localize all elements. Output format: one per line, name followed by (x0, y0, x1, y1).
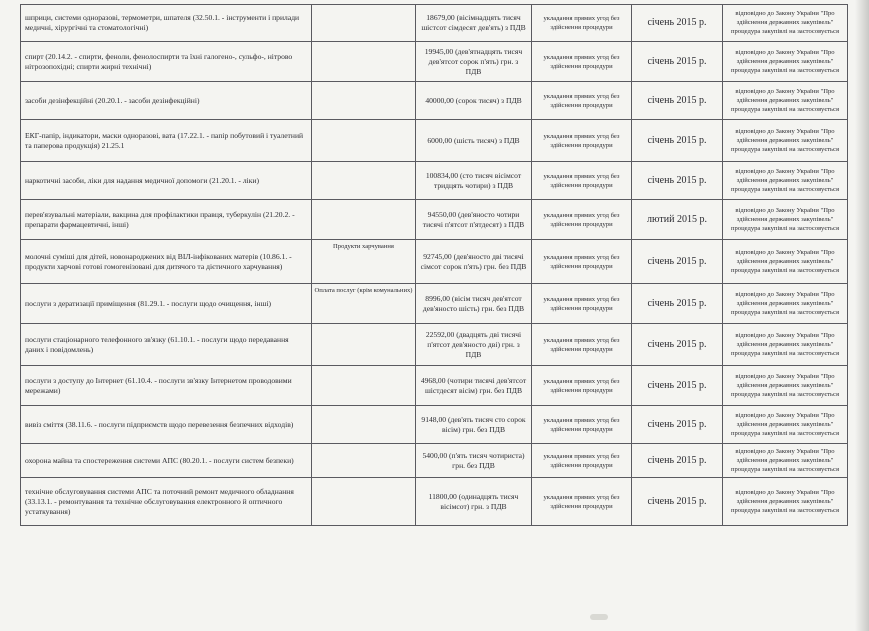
procurement-date: січень 2015 р. (632, 120, 723, 162)
procurement-date: січень 2015 р. (632, 444, 723, 478)
item-description: шприци, системи одноразові, термометри, шпателя (32.50.1. - інструменти і прилади медичні, хірургічні та стоматологічні) (20, 4, 312, 42)
procurement-method: укладання прямих угод без здійснення процедури (532, 478, 632, 526)
expense-group (312, 200, 415, 240)
note: відповідно до Закону України "Про здійснення державних закупівель" процедура закупівлі на застосовується (723, 284, 848, 324)
item-description: послуги з дератизації приміщення (81.29.1. - послуги щодо очищення, інші) (20, 284, 312, 324)
expected-cost: 9148,00 (дев'ять тисяч сто сорок вісім) грн. без ПДВ (415, 406, 532, 444)
table-row (20, 120, 848, 162)
table-row (20, 284, 848, 324)
expense-group: Оплата послуг (крім комунальних) (312, 284, 415, 324)
expected-cost: 100834,00 (сто тисяч вісімсот тридцять чотири) з ПДВ (415, 162, 532, 200)
item-description: засоби дезінфекційні (20.20.1. - засоби дезінфекційні) (20, 82, 312, 120)
table-row (20, 42, 848, 82)
expected-cost: 5400,00 (п'ять тисяч чотириста) грн. без ПДВ (415, 444, 532, 478)
procurement-date: січень 2015 р. (632, 324, 723, 366)
note: відповідно до Закону України "Про здійснення державних закупівель" процедура закупівлі на застосовується (723, 366, 848, 406)
item-description: ЕКГ-папір, індикатори, маски одноразові, вата (17.22.1. - папір побутовий і туалетний та паперова продукція) 21.25.1 (20, 120, 312, 162)
expense-group (312, 366, 415, 406)
procurement-method: укладання прямих угод без здійснення процедури (532, 120, 632, 162)
note: відповідно до Закону України "Про здійснення державних закупівель" процедура закупівлі на застосовується (723, 4, 848, 42)
expense-group (312, 162, 415, 200)
expected-cost: 92745,00 (дев'яносто дві тисячі сімсот сорок п'ять) грн. без ПДВ (415, 240, 532, 284)
scan-smudge (590, 614, 608, 620)
procurement-date: січень 2015 р. (632, 478, 723, 526)
procurement-table (20, 4, 848, 574)
expected-cost: 22592,00 (двадцять дві тисячі п'ятсот дев'яносто дві) грн. з ПДВ (415, 324, 532, 366)
expected-cost: 18679,00 (вісімнадцять тисяч шістсот сімдесят дев'ять) з ПДВ (415, 4, 532, 42)
procurement-date: січень 2015 р. (632, 366, 723, 406)
note: відповідно до Закону України "Про здійснення державних закупівель" процедура закупівлі на застосовується (723, 406, 848, 444)
note: відповідно до Закону України "Про здійснення державних закупівель" процедура закупівлі на застосовується (723, 324, 848, 366)
procurement-method: укладання прямих угод без здійснення процедури (532, 42, 632, 82)
note: відповідно до Закону України "Про здійснення державних закупівель" процедура закупівлі на застосовується (723, 200, 848, 240)
expected-cost: 8996,00 (вісім тисяч дев'ятсот дев'яносто шість) грн. без ПДВ (415, 284, 532, 324)
procurement-method: укладання прямих угод без здійснення процедури (532, 324, 632, 366)
item-description: технічне обслуговування системи АПС та поточний ремонт медичного обладнання (33.13.1. - ремонтування та технічне обслуговування електронного й оптичного устаткування) (20, 478, 312, 526)
procurement-method: укладання прямих угод без здійснення процедури (532, 200, 632, 240)
expense-group (312, 4, 415, 42)
expense-group (312, 82, 415, 120)
expense-group (312, 478, 415, 526)
item-description: охорона майна та спостереження системи АПС (80.20.1. - послуги систем безпеки) (20, 444, 312, 478)
procurement-method: укладання прямих угод без здійснення процедури (532, 4, 632, 42)
expected-cost: 6000,00 (шість тисяч) з ПДВ (415, 120, 532, 162)
procurement-method: укладання прямих угод без здійснення процедури (532, 366, 632, 406)
procurement-date: січень 2015 р. (632, 284, 723, 324)
table-row (20, 82, 848, 120)
expected-cost: 19945,00 (дев'ятнадцять тисяч дев'ятсот сорок п'ять) грн. з ПДВ (415, 42, 532, 82)
note: відповідно до Закону України "Про здійснення державних закупівель" процедура закупівлі на застосовується (723, 82, 848, 120)
procurement-method: укладання прямих угод без здійснення процедури (532, 444, 632, 478)
table-row (20, 324, 848, 366)
item-description: наркотичні засоби, ліки для надання медичної допомоги (21.20.1. - ліки) (20, 162, 312, 200)
procurement-method: укладання прямих угод без здійснення процедури (532, 162, 632, 200)
expense-group (312, 406, 415, 444)
expected-cost: 40000,00 (сорок тисяч) з ПДВ (415, 82, 532, 120)
item-description: спирт (20.14.2. - спирти, феноли, фенолоспирти та їхні галогено-, сульфо-, нітрово нітрозопохідні; спирти жирні технічні) (20, 42, 312, 82)
procurement-date: січень 2015 р. (632, 240, 723, 284)
procurement-date: січень 2015 р. (632, 162, 723, 200)
procurement-date: січень 2015 р. (632, 4, 723, 42)
table-row (20, 200, 848, 240)
note: відповідно до Закону України "Про здійснення державних закупівель" процедура закупівлі на застосовується (723, 120, 848, 162)
table-row (20, 478, 848, 526)
item-description: перев'язувальні матеріали, вакцина для профілактики правця, туберкулін (21.20.2. - препарати фармацевтичні, інші) (20, 200, 312, 240)
procurement-method: укладання прямих угод без здійснення процедури (532, 284, 632, 324)
expected-cost: 4968,00 (чотири тисячі дев'ятсот шістдесят вісім) грн. без ПДВ (415, 366, 532, 406)
procurement-date: січень 2015 р. (632, 82, 723, 120)
note: відповідно до Закону України "Про здійснення державних закупівель" процедура закупівлі на застосовується (723, 444, 848, 478)
procurement-date: січень 2015 р. (632, 406, 723, 444)
table-row (20, 162, 848, 200)
table-row (20, 444, 848, 478)
page-edge-shadow (855, 0, 869, 631)
note: відповідно до Закону України "Про здійснення державних закупівель" процедура закупівлі на застосовується (723, 42, 848, 82)
expense-group (312, 42, 415, 82)
procurement-date: січень 2015 р. (632, 42, 723, 82)
expense-group (312, 444, 415, 478)
procurement-method: укладання прямих угод без здійснення процедури (532, 406, 632, 444)
table-row (20, 4, 848, 42)
table-row (20, 406, 848, 444)
procurement-method: укладання прямих угод без здійснення процедури (532, 82, 632, 120)
table-row (20, 366, 848, 406)
expense-group (312, 324, 415, 366)
expense-group: Продукти харчування (312, 240, 415, 284)
item-description: вивіз сміття (38.11.6. - послуги підприємств щодо перевезення безпечних відходів) (20, 406, 312, 444)
item-description: послуги з доступу до Інтернет (61.10.4. - послуги зв'язку Інтернетом проводовими мережами) (20, 366, 312, 406)
procurement-date: лютий 2015 р. (632, 200, 723, 240)
table-row (20, 240, 848, 284)
item-description: послуги стаціонарного телефонного зв'язку (61.10.1. - послуги щодо передавання даних і повідомлень) (20, 324, 312, 366)
note: відповідно до Закону України "Про здійснення державних закупівель" процедура закупівлі на застосовується (723, 478, 848, 526)
item-description: молочні суміші для дітей, новонароджених від ВІЛ-інфікованих матерів (10.86.1. - продукти харчові готові гомогенізовані для дитячого та дієтичного харчування) (20, 240, 312, 284)
note: відповідно до Закону України "Про здійснення державних закупівель" процедура закупівлі на застосовується (723, 240, 848, 284)
procurement-method: укладання прямих угод без здійснення процедури (532, 240, 632, 284)
expected-cost: 11800,00 (одинадцять тисяч вісімсот) грн. з ПДВ (415, 478, 532, 526)
note: відповідно до Закону України "Про здійснення державних закупівель" процедура закупівлі на застосовується (723, 162, 848, 200)
expense-group (312, 120, 415, 162)
expected-cost: 94550,00 (дев'яносто чотири тисячі п'ятсот п'ятдесят) з ПДВ (415, 200, 532, 240)
